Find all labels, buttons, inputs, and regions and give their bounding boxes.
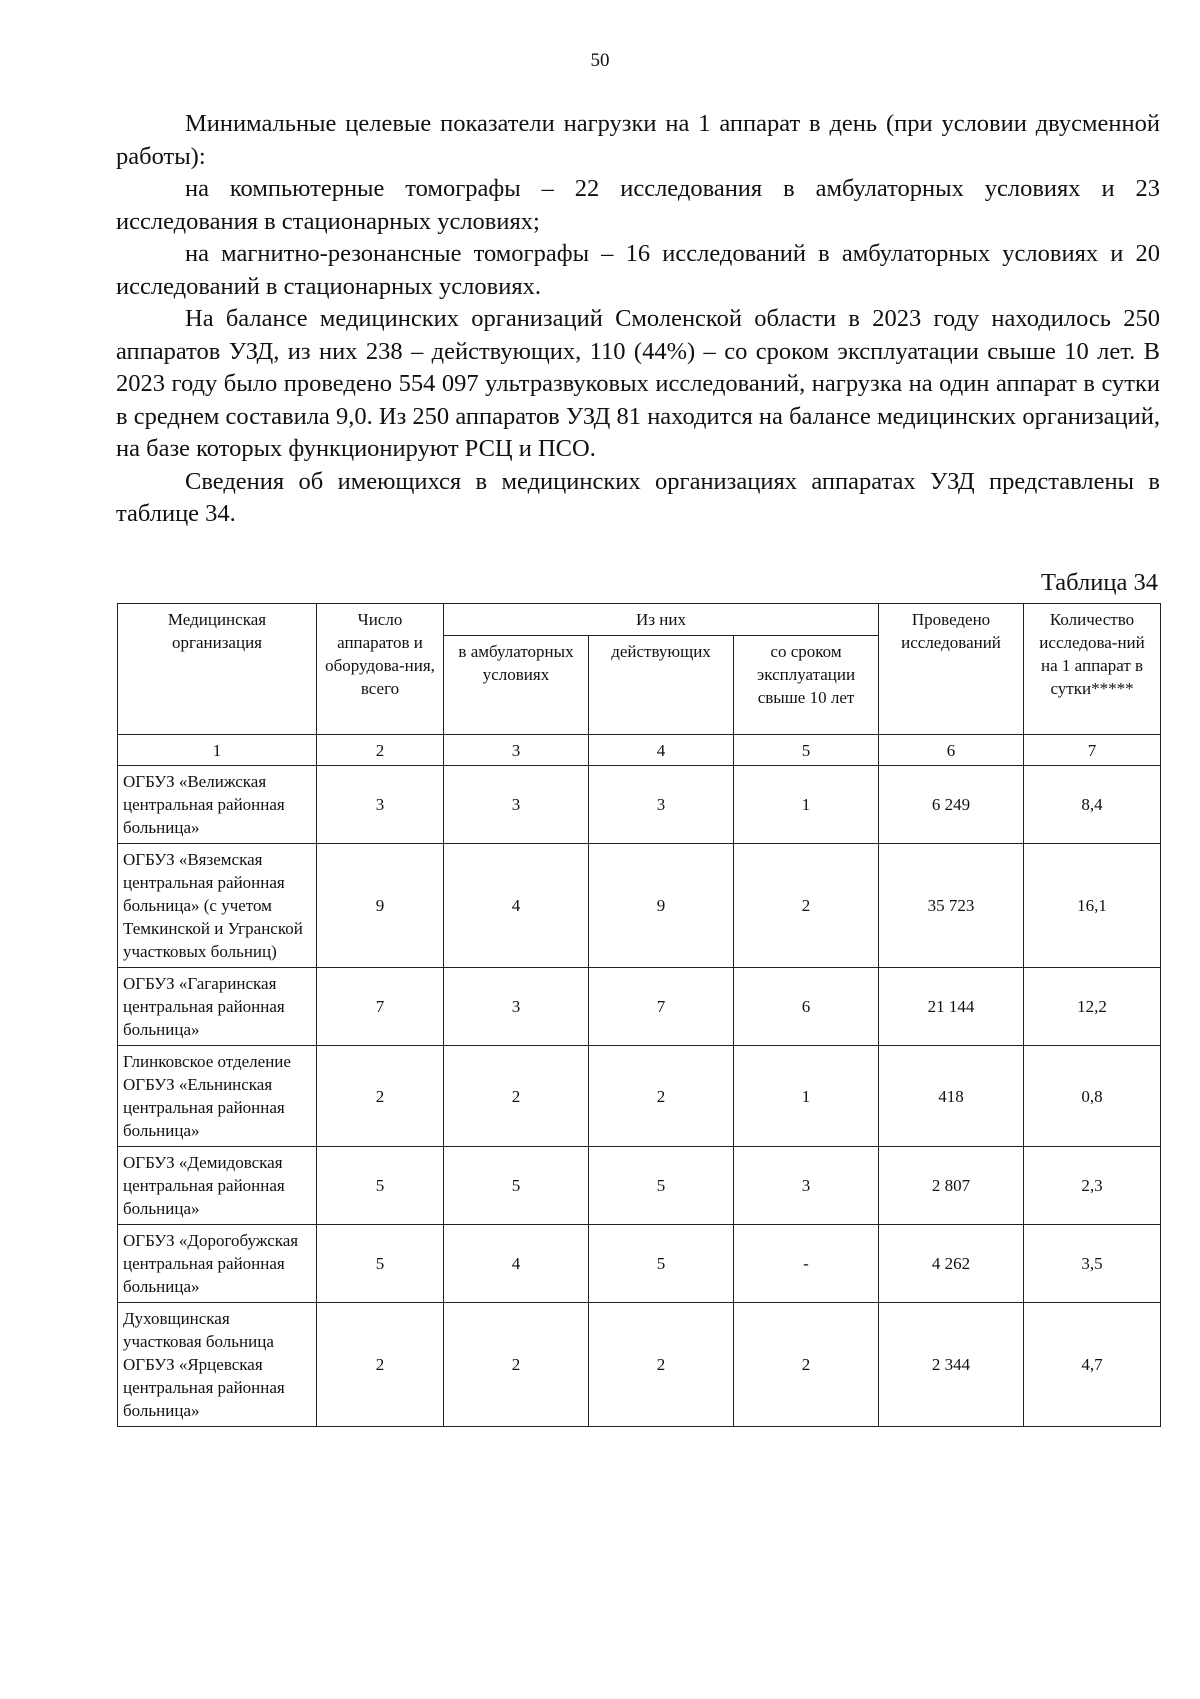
column-index-row [118,735,1161,766]
over10-cell: 3 [734,1147,879,1225]
table-row [118,1046,1161,1147]
ambulatory-cell: 4 [444,844,589,968]
body-text [116,108,1160,531]
active-cell: 9 [589,844,734,968]
per-unit-cell: 3,5 [1024,1225,1161,1303]
header-active: действующих [589,636,734,735]
org-cell: ОГБУЗ «Дорогобужская центральная районная больница» [118,1225,317,1303]
over10-cell: 2 [734,1303,879,1427]
ultrasound-equipment-table [117,603,1161,1427]
studies-cell: 4 262 [879,1225,1024,1303]
header-total: Число аппаратов и оборудова-ния, всего [317,604,444,735]
studies-cell: 21 144 [879,968,1024,1046]
paragraph-2: на компьютерные томографы – 22 исследования в амбулаторных условиях и 23 исследования в стационарных условиях; [116,175,1160,235]
page-number: 50 [590,50,610,71]
active-cell: 5 [589,1147,734,1225]
table-row [118,766,1161,844]
studies-cell: 418 [879,1046,1024,1147]
header-studies: Проведено исследований [879,604,1024,735]
paragraph-5: Сведения об имеющихся в медицинских организациях аппаратах УЗД представлены в таблице 34. [116,467,1160,527]
per-unit-cell: 8,4 [1024,766,1161,844]
ambulatory-cell: 5 [444,1147,589,1225]
per-unit-cell: 4,7 [1024,1303,1161,1427]
total-cell: 2 [317,1303,444,1427]
over10-cell: 2 [734,844,879,968]
total-cell: 3 [317,766,444,844]
index-cell: 1 [118,735,317,766]
over10-cell: 1 [734,1046,879,1147]
studies-cell: 2 344 [879,1303,1024,1427]
over10-cell: 1 [734,766,879,844]
studies-cell: 35 723 [879,844,1024,968]
total-cell: 9 [317,844,444,968]
studies-cell: 6 249 [879,766,1024,844]
table-row [118,968,1161,1046]
table-caption: Таблица 34 [1040,569,1158,596]
org-cell: ОГБУЗ «Вяземская центральная районная больница» (с учетом Темкинской и Угранской участковых больниц) [118,844,317,968]
table-row [118,1147,1161,1225]
index-cell: 2 [317,735,444,766]
header-org: Медицинская организация [118,604,317,735]
index-cell: 7 [1024,735,1161,766]
ambulatory-cell: 3 [444,968,589,1046]
index-cell: 3 [444,735,589,766]
over10-cell: - [734,1225,879,1303]
total-cell: 5 [317,1147,444,1225]
header-per-unit: Количество исследова-ний на 1 аппарат в сутки***** [1024,604,1161,735]
table-row [118,844,1161,968]
per-unit-cell: 12,2 [1024,968,1161,1046]
paragraph-1: Минимальные целевые показатели нагрузки на 1 аппарат в день (при условии двусменной работы): [116,110,1160,170]
index-cell: 4 [589,735,734,766]
org-cell: Глинковское отделение ОГБУЗ «Ельнинская центральная районная больница» [118,1046,317,1147]
header-row-1 [118,604,1161,636]
table-row [118,1225,1161,1303]
ambulatory-cell: 3 [444,766,589,844]
active-cell: 5 [589,1225,734,1303]
ambulatory-cell: 2 [444,1303,589,1427]
org-cell: ОГБУЗ «Гагаринская центральная районная больница» [118,968,317,1046]
per-unit-cell: 0,8 [1024,1046,1161,1147]
paragraph-3: на магнитно-резонансные томографы – 16 исследований в амбулаторных условиях и 20 исследований в стационарных условиях. [116,240,1160,300]
header-over10: со сроком эксплуатации свыше 10 лет [734,636,879,735]
over10-cell: 6 [734,968,879,1046]
header-group: Из них [444,604,879,636]
table-row [118,1303,1161,1427]
active-cell: 7 [589,968,734,1046]
paragraph-4: На балансе медицинских организаций Смоленской области в 2023 году находилось 250 аппаратов УЗД, из них 238 – действующих, 110 (44%) – со сроком эксплуатации свыше 10 лет. В 2023 году было проведено 554 097 ультразвуковых исследований, нагрузка на один аппарат в сутки в среднем составила 9,0. Из 250 аппаратов УЗД 81 находится на балансе медицинских организаций, на базе которых функционируют РСЦ и ПСО. [116,305,1160,462]
active-cell: 3 [589,766,734,844]
ambulatory-cell: 2 [444,1046,589,1147]
total-cell: 7 [317,968,444,1046]
per-unit-cell: 16,1 [1024,844,1161,968]
index-cell: 6 [879,735,1024,766]
org-cell: Духовщинская участковая больница ОГБУЗ «Ярцевская центральная районная больница» [118,1303,317,1427]
studies-cell: 2 807 [879,1147,1024,1225]
index-cell: 5 [734,735,879,766]
org-cell: ОГБУЗ «Демидовская центральная районная больница» [118,1147,317,1225]
active-cell: 2 [589,1303,734,1427]
total-cell: 2 [317,1046,444,1147]
ambulatory-cell: 4 [444,1225,589,1303]
org-cell: ОГБУЗ «Велижская центральная районная больница» [118,766,317,844]
total-cell: 5 [317,1225,444,1303]
header-ambulatory: в амбулаторных условиях [444,636,589,735]
per-unit-cell: 2,3 [1024,1147,1161,1225]
active-cell: 2 [589,1046,734,1147]
